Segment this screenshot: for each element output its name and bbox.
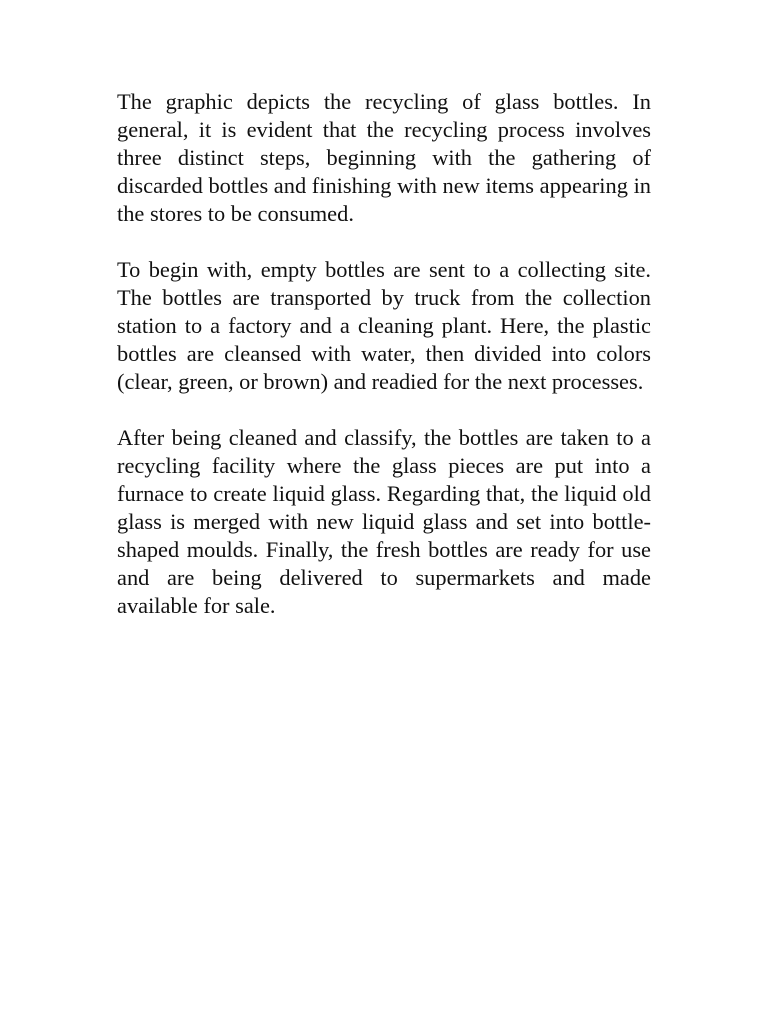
paragraph-collection: To begin with, empty bottles are sent to a collecting site. The bottles are transported by truck from the collection station to a factory and a cleaning plant. Here, the plastic bottles are cleansed with water, then divided into colors (clear, green, or brown) and readied for the next processes. bbox=[117, 257, 651, 394]
essay-body bbox=[117, 88, 651, 648]
paragraph-recycling: After being cleaned and classify, the bottles are taken to a recycling facility where the glass pieces are put into a furnace to create liquid glass. Regarding that, the liquid old glass is merged with new liquid glass and set into bottle-shaped moulds. Finally, the fresh bottles are ready for use and are being delivered to supermarkets and made available for sale. bbox=[117, 425, 651, 618]
paragraph-intro: The graphic depicts the recycling of glass bottles. In general, it is evident that the recycling process involves three distinct steps, beginning with the gathering of discarded bottles and finishing with new items appearing in the stores to be consumed. bbox=[117, 89, 651, 226]
